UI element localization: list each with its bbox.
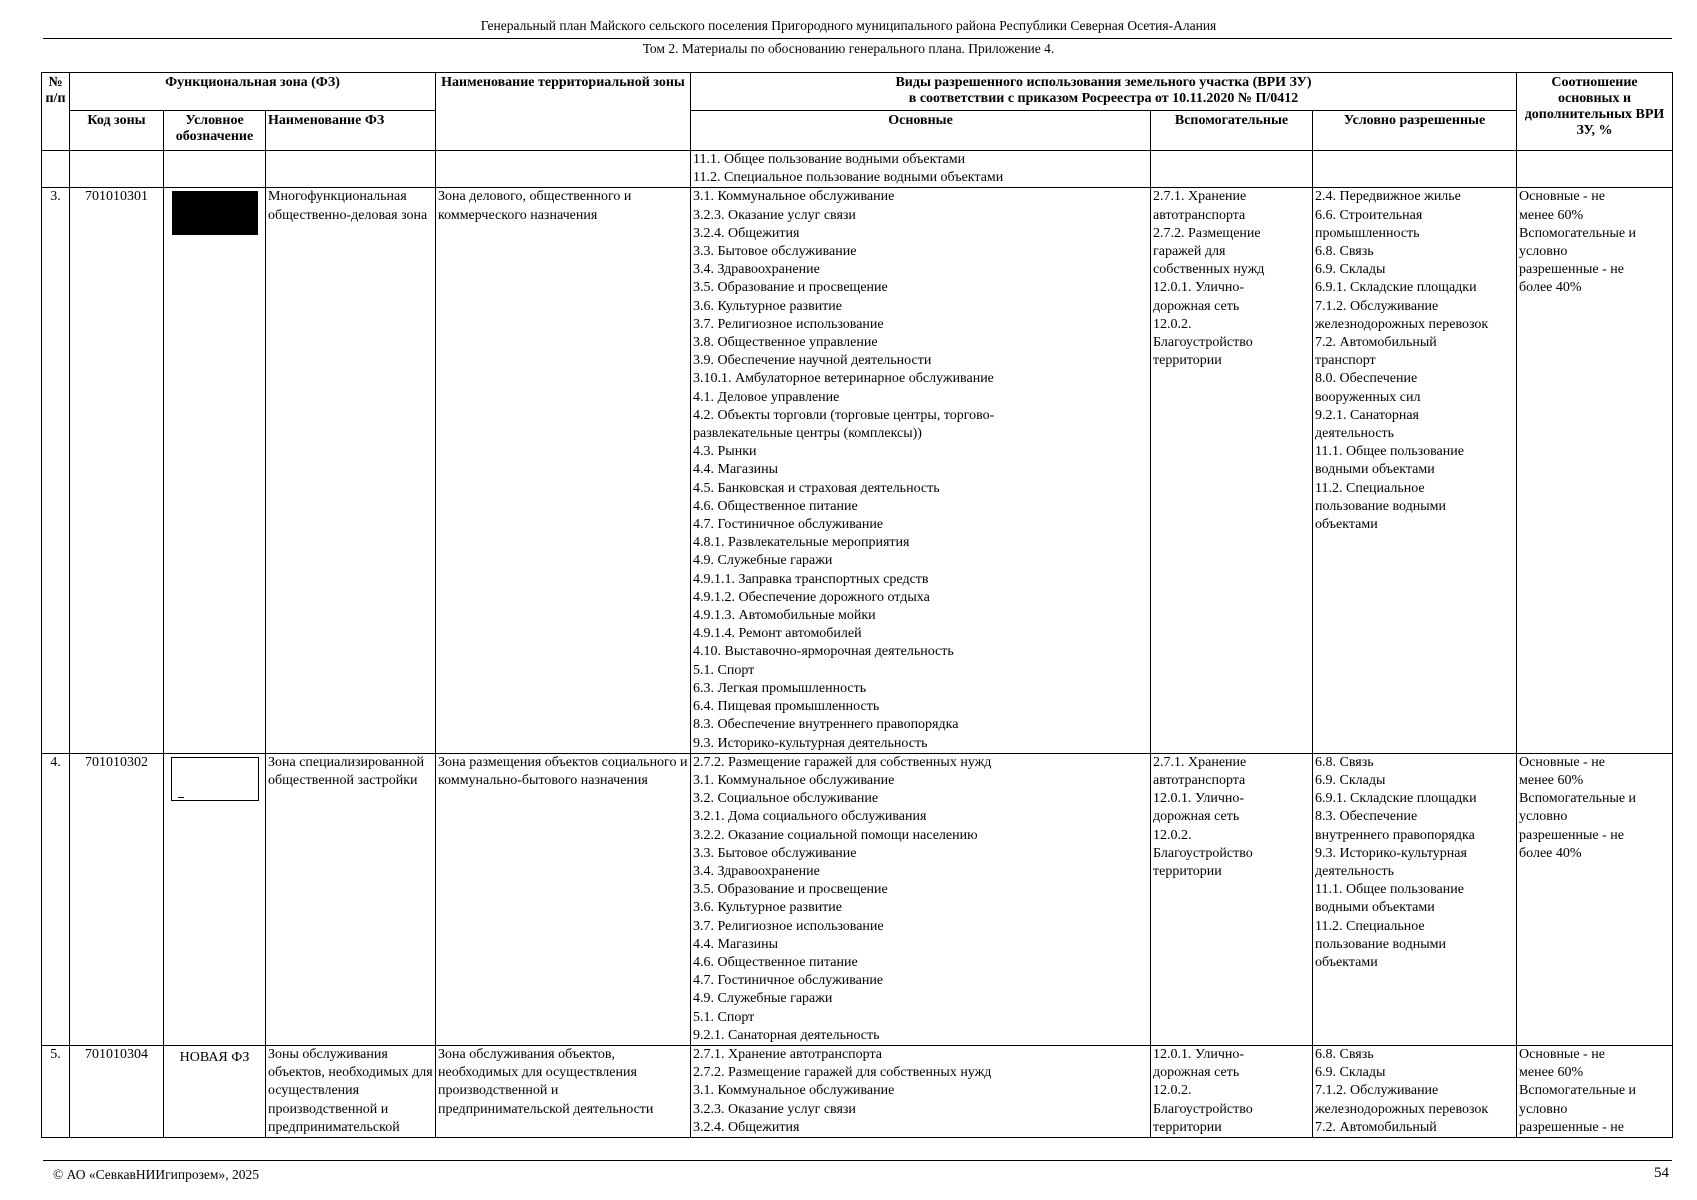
main-uses-line: 6.4. Пищевая промышленность <box>693 699 880 715</box>
main-uses-line: 4.9.1.3. Автомобильные мойки <box>693 608 876 624</box>
main-uses-line: 11.2. Специальное пользование водными объектами <box>693 170 1004 186</box>
ratio <box>1517 188 1673 753</box>
ratio-line: Основные - не <box>1519 1046 1605 1062</box>
main-uses-line: 4.6. Общественное питание <box>693 954 858 970</box>
main-uses-line: 3.3. Бытовое обслуживание <box>693 845 857 861</box>
header-ratio: Соотношение основных и дополнительных ВРИ ЗУ, % <box>1517 73 1673 151</box>
main-uses-line: 3.6. Культурное развитие <box>693 298 843 314</box>
header-terr-zone: Наименование территориальной зоны <box>436 73 691 151</box>
conditional-uses-line: 6.9. Склады <box>1315 1065 1386 1081</box>
main-uses-line: 4.4. Магазины <box>693 936 779 952</box>
header-aux: Вспомогательные <box>1151 111 1313 151</box>
main-uses-line: 3.2. Социальное обслуживание <box>693 791 879 807</box>
auxiliary-uses <box>1151 188 1313 753</box>
conditional-uses-line: железнодорожных перевозок <box>1315 316 1489 332</box>
main-uses-line: 3.2.3. Оказание услуг связи <box>693 1101 856 1117</box>
main-uses-line: 3.10.1. Амбулаторное ветеринарное обслуживание <box>693 371 994 387</box>
header-fz-name: Наименование ФЗ <box>266 111 436 151</box>
conditional-uses-line: деятельность <box>1315 863 1395 879</box>
table-row <box>42 753 1673 1045</box>
main-uses-line: 4.10. Выставочно-ярморочная деятельность <box>693 644 954 660</box>
auxiliary-uses-line: дорожная сеть <box>1153 1065 1240 1081</box>
main-uses-line: 8.3. Обеспечение внутреннего правопорядка <box>693 717 959 733</box>
auxiliary-uses-line: Благоустройство <box>1153 845 1253 861</box>
conditional-uses-line: 7.2. Автомобильный <box>1315 1119 1437 1135</box>
ratio-line: менее 60% <box>1519 772 1584 788</box>
conditional-uses-line: 7.2. Автомобильный <box>1315 335 1437 351</box>
conditional-uses-line: 8.3. Обеспечение <box>1315 809 1418 825</box>
ratio-line: Вспомогательные и <box>1519 225 1637 241</box>
main-uses-line: 5.1. Спорт <box>693 1009 755 1025</box>
ratio-line: разрешенные - не <box>1519 827 1624 843</box>
auxiliary-uses-line: 12.0.2. <box>1153 316 1192 332</box>
main-uses-line: 2.7.2. Размещение гаражей для собственных нужд <box>693 754 992 770</box>
main-uses-line: 3.1. Коммунальное обслуживание <box>693 189 895 205</box>
footer-copyright: © АО «СевкавНИИгипрозем», 2025 <box>53 1167 259 1182</box>
ratio-line: Основные - не <box>1519 189 1605 205</box>
conditional-uses-line: 11.1. Общее пользование <box>1315 444 1464 460</box>
conditional-uses-line: 6.9. Склады <box>1315 772 1386 788</box>
auxiliary-uses-line: территории <box>1153 353 1222 369</box>
conditional-uses-line: 6.9.1. Складские площадки <box>1315 280 1477 296</box>
conditional-uses-line: транспорт <box>1315 353 1376 369</box>
legend-swatch-black <box>172 191 258 235</box>
ratio-line: Вспомогательные и <box>1519 791 1637 807</box>
header-fz-group: Функциональная зона (ФЗ) <box>70 73 436 111</box>
main-uses-line: 3.4. Здравоохранение <box>693 863 820 879</box>
main-uses-line: 4.2. Объекты торговли (торговые центры, торгово- <box>693 407 995 423</box>
conditional-uses-line: 6.8. Связь <box>1315 754 1374 770</box>
main-uses-line: 9.2.1. Санаторная деятельность <box>693 1027 880 1043</box>
ratio <box>1517 1045 1673 1137</box>
auxiliary-uses-line: Благоустройство <box>1153 335 1253 351</box>
auxiliary-uses-line: собственных нужд <box>1153 262 1265 278</box>
auxiliary-uses-line: 12.0.2. <box>1153 827 1192 843</box>
main-uses-line: 3.3. Бытовое обслуживание <box>693 244 857 260</box>
main-uses-line: 4.6. Общественное питание <box>693 498 858 514</box>
conditional-uses <box>1313 1045 1517 1137</box>
auxiliary-uses-line: гаражей для <box>1153 244 1226 260</box>
header-cond: Условно разрешенные <box>1313 111 1517 151</box>
conditional-uses-line: деятельность <box>1315 426 1395 442</box>
main-uses-line: 4.3. Рынки <box>693 444 757 460</box>
conditional-uses-line: железнодорожных перевозок <box>1315 1101 1489 1117</box>
zones-table <box>41 72 1673 1138</box>
header-main: Основные <box>691 111 1151 151</box>
main-uses-line: 3.5. Образование и просвещение <box>693 882 888 898</box>
ratio <box>1517 151 1673 188</box>
ratio-line: условно <box>1519 244 1568 260</box>
conditional-uses-line: 11.1. Общее пользование <box>1315 882 1464 898</box>
main-uses-line: 11.1. Общее пользование водными объектами <box>693 152 966 167</box>
auxiliary-uses-line: Благоустройство <box>1153 1101 1253 1117</box>
main-uses-line: 4.9.1.1. Заправка транспортных средств <box>693 571 929 587</box>
conditional-uses-line: пользование водными <box>1315 498 1446 514</box>
main-uses-line: 3.1. Коммунальное обслуживание <box>693 1083 895 1099</box>
document-header-title: Генеральный план Майского сельского поселения Пригородного муниципального района Республики Северная Осетия-Алания <box>480 18 1217 33</box>
auxiliary-uses <box>1151 151 1313 188</box>
main-uses-line: 9.3. Историко-культурная деятельность <box>693 735 928 751</box>
conditional-uses-line: вооруженных сил <box>1315 389 1421 405</box>
header-symbol: Условное обозначение <box>164 111 266 151</box>
main-uses-line: развлекательные центры (комплексы)) <box>693 426 922 442</box>
main-uses-line: 4.8.1. Развлекательные мероприятия <box>693 535 910 551</box>
zone-code: 701010301 <box>70 188 164 753</box>
conditional-uses-line: водными объектами <box>1315 900 1435 916</box>
conditional-uses-line: пользование водными <box>1315 936 1446 952</box>
auxiliary-uses-line: дорожная сеть <box>1153 298 1240 314</box>
auxiliary-uses-line: 12.0.1. Улично- <box>1153 791 1245 807</box>
main-uses-line: 4.5. Банковская и страховая деятельность <box>693 480 940 496</box>
main-uses-line: 4.7. Гостиничное обслуживание <box>693 973 884 989</box>
conditional-uses-line: промышленность <box>1315 225 1420 241</box>
main-uses-line: 3.7. Религиозное использование <box>693 918 884 934</box>
main-uses-line: 2.7.1. Хранение автотранспорта <box>693 1046 882 1062</box>
auxiliary-uses-line: 2.7.1. Хранение <box>1153 189 1247 205</box>
fz-name: Зоны обслуживания объектов, необходимых для осуществления производственной и предпринимательской <box>266 1045 436 1137</box>
conditional-uses-line: 2.4. Передвижное жилье <box>1315 189 1461 205</box>
zone-symbol <box>164 151 266 188</box>
zone-symbol <box>164 753 266 1045</box>
main-uses <box>691 151 1151 188</box>
ratio-line: менее 60% <box>1519 207 1584 223</box>
header-rule <box>43 38 1672 39</box>
auxiliary-uses-line: 2.7.1. Хранение <box>1153 754 1247 770</box>
ratio-line: условно <box>1519 809 1568 825</box>
auxiliary-uses-line: территории <box>1153 863 1222 879</box>
legend-swatch-white <box>171 757 259 801</box>
zone-code: 701010304 <box>70 1045 164 1137</box>
conditional-uses-line: объектами <box>1315 954 1378 970</box>
ratio-line: более 40% <box>1519 280 1582 296</box>
main-uses-line: 6.3. Легкая промышленность <box>693 680 867 696</box>
row-number: 3. <box>42 188 70 753</box>
main-uses-line: 4.7. Гостиничное обслуживание <box>693 517 884 533</box>
main-uses-line: 3.7. Религиозное использование <box>693 316 884 332</box>
conditional-uses <box>1313 753 1517 1045</box>
auxiliary-uses-line: территории <box>1153 1119 1222 1135</box>
footer-rule <box>43 1160 1672 1161</box>
main-uses <box>691 1045 1151 1137</box>
zone-code: 701010302 <box>70 753 164 1045</box>
conditional-uses-line: объектами <box>1315 517 1378 533</box>
auxiliary-uses <box>1151 753 1313 1045</box>
auxiliary-uses-line: автотранспорта <box>1153 207 1246 223</box>
conditional-uses-line: 11.2. Специальное <box>1315 480 1425 496</box>
row-number: 4. <box>42 753 70 1045</box>
zone-code <box>70 151 164 188</box>
conditional-uses <box>1313 188 1517 753</box>
main-uses-line: 4.9. Служебные гаражи <box>693 553 833 569</box>
conditional-uses <box>1313 151 1517 188</box>
table-row <box>42 1045 1673 1137</box>
conditional-uses-line: 7.1.2. Обслуживание <box>1315 1083 1439 1099</box>
conditional-uses-line: 7.1.2. Обслуживание <box>1315 298 1439 314</box>
conditional-uses-line: 9.3. Историко-культурная <box>1315 845 1467 861</box>
auxiliary-uses-line: 12.0.1. Улично- <box>1153 280 1245 296</box>
fz-name: Многофункциональная общественно-деловая зона <box>266 188 436 753</box>
auxiliary-uses-line: 12.0.2. <box>1153 1083 1192 1099</box>
main-uses-line: 3.2.2. Оказание социальной помощи населению <box>693 827 978 843</box>
zone-symbol <box>164 1045 266 1137</box>
header-code: Код зоны <box>70 111 164 151</box>
table-row <box>42 188 1673 753</box>
main-uses-line: 3.6. Культурное развитие <box>693 900 843 916</box>
conditional-uses-line: 6.6. Строительная <box>1315 207 1423 223</box>
ratio-line: менее 60% <box>1519 1065 1584 1081</box>
main-uses-line: 3.2.4. Общежития <box>693 1119 800 1135</box>
ratio-line: разрешенные - не <box>1519 262 1624 278</box>
conditional-uses-line: 9.2.1. Санаторная <box>1315 407 1419 423</box>
main-uses-line: 3.2.3. Оказание услуг связи <box>693 207 856 223</box>
main-uses-line: 4.4. Магазины <box>693 462 779 478</box>
main-uses-line: 4.9.1.2. Обеспечение дорожного отдыха <box>693 589 930 605</box>
row-number <box>42 151 70 188</box>
conditional-uses-line: 6.8. Связь <box>1315 244 1374 260</box>
conditional-uses-line: 8.0. Обеспечение <box>1315 371 1418 387</box>
main-uses-line: 3.2.4. Общежития <box>693 225 800 241</box>
auxiliary-uses-line: 12.0.1. Улично- <box>1153 1046 1245 1062</box>
auxiliary-uses <box>1151 1045 1313 1137</box>
main-uses-line: 5.1. Спорт <box>693 662 755 678</box>
auxiliary-uses-line: дорожная сеть <box>1153 809 1240 825</box>
ratio <box>1517 753 1673 1045</box>
table-row <box>42 151 1673 188</box>
main-uses-line: 3.5. Образование и просвещение <box>693 280 888 296</box>
page-number: 54 <box>1654 1165 1669 1181</box>
ratio-line: Вспомогательные и <box>1519 1083 1637 1099</box>
fz-name <box>266 151 436 188</box>
header-vri-line1: Виды разрешенного использования земельного участка (ВРИ ЗУ) <box>895 75 1312 90</box>
main-uses-line: 4.9. Служебные гаражи <box>693 991 833 1007</box>
main-uses-line: 3.8. Общественное управление <box>693 335 878 351</box>
territorial-zone-name: Зона размещения объектов социального и коммунально-бытового назначения <box>436 753 691 1045</box>
main-uses-line: 3.1. Коммунальное обслуживание <box>693 772 895 788</box>
main-uses-line: 3.4. Здравоохранение <box>693 262 820 278</box>
row-number: 5. <box>42 1045 70 1137</box>
ratio-line: более 40% <box>1519 845 1582 861</box>
conditional-uses-line: 6.9.1. Складские площадки <box>1315 791 1477 807</box>
fz-name: Зона специализированной общественной застройки <box>266 753 436 1045</box>
main-uses <box>691 753 1151 1045</box>
territorial-zone-name: Зона делового, общественного и коммерческого назначения <box>436 188 691 753</box>
ratio-line: условно <box>1519 1101 1568 1117</box>
conditional-uses-line: 11.2. Специальное <box>1315 918 1425 934</box>
main-uses-line: 4.9.1.4. Ремонт автомобилей <box>693 626 862 642</box>
zone-symbol <box>164 188 266 753</box>
main-uses-line: 3.9. Обеспечение научной деятельности <box>693 353 932 369</box>
document-header-subtitle: Том 2. Материалы по обоснованию генерального плана. Приложение 4. <box>642 41 1055 56</box>
territorial-zone-name: Зона обслуживания объектов, необходимых для осуществления производственной и предпринимательской деятельности <box>436 1045 691 1137</box>
territorial-zone-name <box>436 151 691 188</box>
conditional-uses-line: водными объектами <box>1315 462 1435 478</box>
header-vri-line2: в соответствии с приказом Росреестра от 10.11.2020 № П/0412 <box>908 91 1299 106</box>
conditional-uses-line: 6.8. Связь <box>1315 1046 1374 1062</box>
header-num: № п/п <box>42 73 70 151</box>
ratio-line: разрешенные - не <box>1519 1119 1624 1135</box>
header-vri-group <box>691 73 1517 111</box>
main-uses-line: 4.1. Деловое управление <box>693 389 840 405</box>
symbol-text: НОВАЯ ФЗ <box>179 1049 250 1065</box>
auxiliary-uses-line: 2.7.2. Размещение <box>1153 225 1261 241</box>
auxiliary-uses-line: автотранспорта <box>1153 772 1246 788</box>
main-uses <box>691 188 1151 753</box>
conditional-uses-line: 6.9. Склады <box>1315 262 1386 278</box>
main-uses-line: 3.2.1. Дома социального обслуживания <box>693 809 927 825</box>
main-uses-line: 2.7.2. Размещение гаражей для собственных нужд <box>693 1065 992 1081</box>
conditional-uses-line: внутреннего правопорядка <box>1315 827 1475 843</box>
ratio-line: Основные - не <box>1519 754 1605 770</box>
